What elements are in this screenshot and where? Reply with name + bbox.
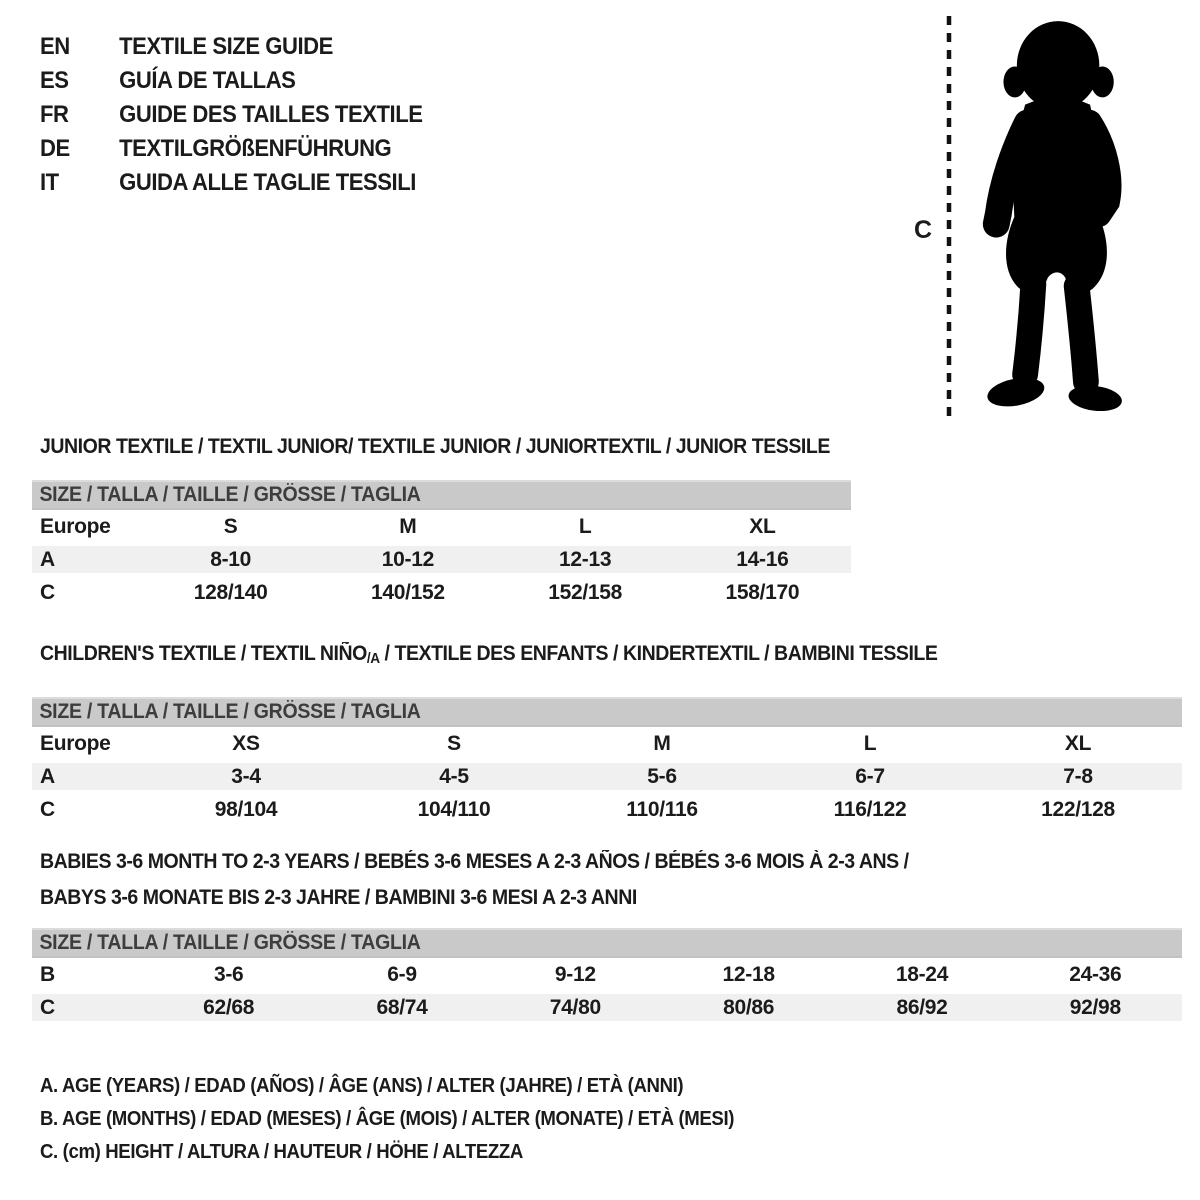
- language-title: GUÍA DE TALLAS: [119, 67, 296, 94]
- table-row: [32, 576, 851, 609]
- babies-section-title-line2: BABYS 3-6 MONATE BIS 2-3 JAHRE / BAMBINI 3-6 MESI A 2-3 ANNI: [40, 886, 637, 909]
- junior-size-header-bar: [32, 480, 851, 510]
- age-cell: 10-12: [381, 547, 434, 571]
- row-label: Europe: [40, 731, 111, 755]
- children-textile-section: [32, 641, 1182, 826]
- language-title: GUIDE DES TAILLES TEXTILE: [119, 101, 423, 128]
- age-cell: 14-16: [736, 547, 789, 571]
- row-label: A: [40, 764, 55, 788]
- age-cell: 12-13: [559, 547, 612, 571]
- age-cell: 3-4: [231, 764, 261, 788]
- size-cell: L: [578, 514, 592, 538]
- size-cell: XL: [749, 514, 776, 538]
- size-cell: M: [399, 514, 417, 538]
- height-cell: 152/158: [548, 580, 623, 604]
- children-section-title: [40, 641, 1102, 672]
- size-cell: XS: [232, 731, 260, 755]
- babies-size-header-bar: [32, 928, 1182, 958]
- age-cell: 6-9: [387, 962, 417, 986]
- table-row: [32, 727, 1182, 760]
- size-header-label: SIZE / TALLA / TAILLE / GRÖSSE / TAGLIA: [39, 700, 421, 724]
- table-row: [32, 991, 1182, 1024]
- age-cell: 9-12: [554, 962, 596, 986]
- age-cell: 3-6: [213, 962, 244, 986]
- row-label: C: [40, 797, 55, 821]
- legend-line-c: C. (cm) HEIGHT / ALTURA / HAUTEUR / HÖHE / ALTEZZA: [40, 1141, 523, 1163]
- height-cell: 92/98: [1069, 995, 1121, 1019]
- row-label: A: [40, 547, 55, 571]
- legend-line-a: A. AGE (YEARS) / EDAD (AÑOS) / ÂGE (ANS) / ALTER (JAHRE) / ETÀ (ANNI): [40, 1075, 684, 1097]
- legend-line-b: B. AGE (MONTHS) / EDAD (MESES) / ÂGE (MOIS) / ALTER (MONATE) / ETÀ (MESI): [40, 1108, 735, 1130]
- junior-section-title: JUNIOR TEXTILE / TEXTIL JUNIOR/ TEXTILE JUNIOR / JUNIORTEXTIL / JUNIOR TESSILE: [40, 435, 830, 458]
- height-dashed-line-icon: [944, 16, 954, 418]
- height-measure-figure: [900, 14, 1180, 426]
- size-cell: S: [223, 514, 238, 538]
- row-label: C: [40, 995, 55, 1019]
- measurement-legend: [40, 1070, 786, 1169]
- language-row-fr: [40, 98, 422, 132]
- age-cell: 12-18: [722, 962, 775, 986]
- row-label: C: [40, 580, 55, 604]
- language-title: TEXTILE SIZE GUIDE: [119, 33, 333, 60]
- height-cell: 68/74: [376, 995, 428, 1019]
- age-cell: 6-7: [855, 764, 885, 788]
- height-cell: 80/86: [723, 995, 775, 1019]
- height-measure-label: C: [914, 216, 933, 244]
- children-size-header-bar: [32, 697, 1182, 727]
- age-cell: 5-6: [647, 764, 677, 788]
- language-code: ES: [40, 67, 69, 94]
- children-title-suffix: / TEXTILE DES ENFANTS / KINDERTEXTIL / BAMBINI TESSILE: [379, 642, 938, 665]
- language-code: FR: [40, 101, 69, 128]
- height-cell: 128/140: [193, 580, 268, 604]
- table-row: [32, 793, 1182, 826]
- language-code: IT: [40, 169, 59, 196]
- babies-section-title-line1: BABIES 3-6 MONTH TO 2-3 YEARS / BEBÉS 3-6 MESES A 2-3 AÑOS / BÉBÉS 3-6 MOIS À 2-3 ANS /: [40, 850, 909, 873]
- language-row-en: [40, 30, 422, 64]
- toddler-silhouette-icon: [964, 18, 1146, 420]
- language-code: DE: [40, 135, 70, 162]
- age-cell: 4-5: [439, 764, 469, 788]
- size-cell: XL: [1064, 731, 1092, 755]
- height-cell: 98/104: [214, 797, 278, 821]
- size-cell: L: [863, 731, 877, 755]
- height-cell: 140/152: [370, 580, 445, 604]
- height-cell: 86/92: [896, 995, 948, 1019]
- size-cell: M: [653, 731, 671, 755]
- language-list: [40, 30, 456, 200]
- height-cell: 74/80: [549, 995, 601, 1019]
- language-title: GUIDA ALLE TAGLIE TESSILI: [119, 169, 416, 196]
- height-cell: 104/110: [417, 797, 491, 821]
- language-row-de: [40, 132, 422, 166]
- row-label: Europe: [40, 514, 111, 538]
- row-label: B: [40, 962, 55, 986]
- junior-textile-section: [32, 434, 851, 609]
- size-header-label: SIZE / TALLA / TAILLE / GRÖSSE / TAGLIA: [39, 483, 421, 506]
- language-row-it: [40, 166, 422, 200]
- height-cell: 116/122: [833, 797, 907, 821]
- size-cell: S: [447, 731, 461, 755]
- height-cell: 62/68: [203, 995, 255, 1019]
- size-header-label: SIZE / TALLA / TAILLE / GRÖSSE / TAGLIA: [39, 931, 421, 954]
- children-title-prefix: CHILDREN'S TEXTILE / TEXTIL NIÑO: [40, 642, 367, 665]
- age-cell: 18-24: [895, 962, 949, 986]
- language-row-es: [40, 64, 422, 98]
- table-row: [32, 510, 851, 543]
- height-cell: 110/116: [626, 797, 698, 821]
- age-cell: 24-36: [1069, 962, 1122, 986]
- table-row: [32, 760, 1182, 793]
- table-row: [32, 543, 851, 576]
- table-row: [32, 958, 1182, 991]
- babies-textile-section: [32, 844, 1182, 1024]
- language-title: TEXTILGRÖßENFÜHRUNG: [119, 135, 392, 162]
- children-title-subscript: /A: [366, 651, 380, 668]
- height-cell: 158/170: [725, 580, 800, 604]
- age-cell: 8-10: [210, 547, 252, 571]
- age-cell: 7-8: [1063, 764, 1093, 788]
- height-cell: 122/128: [1041, 797, 1115, 821]
- language-code: EN: [40, 33, 70, 60]
